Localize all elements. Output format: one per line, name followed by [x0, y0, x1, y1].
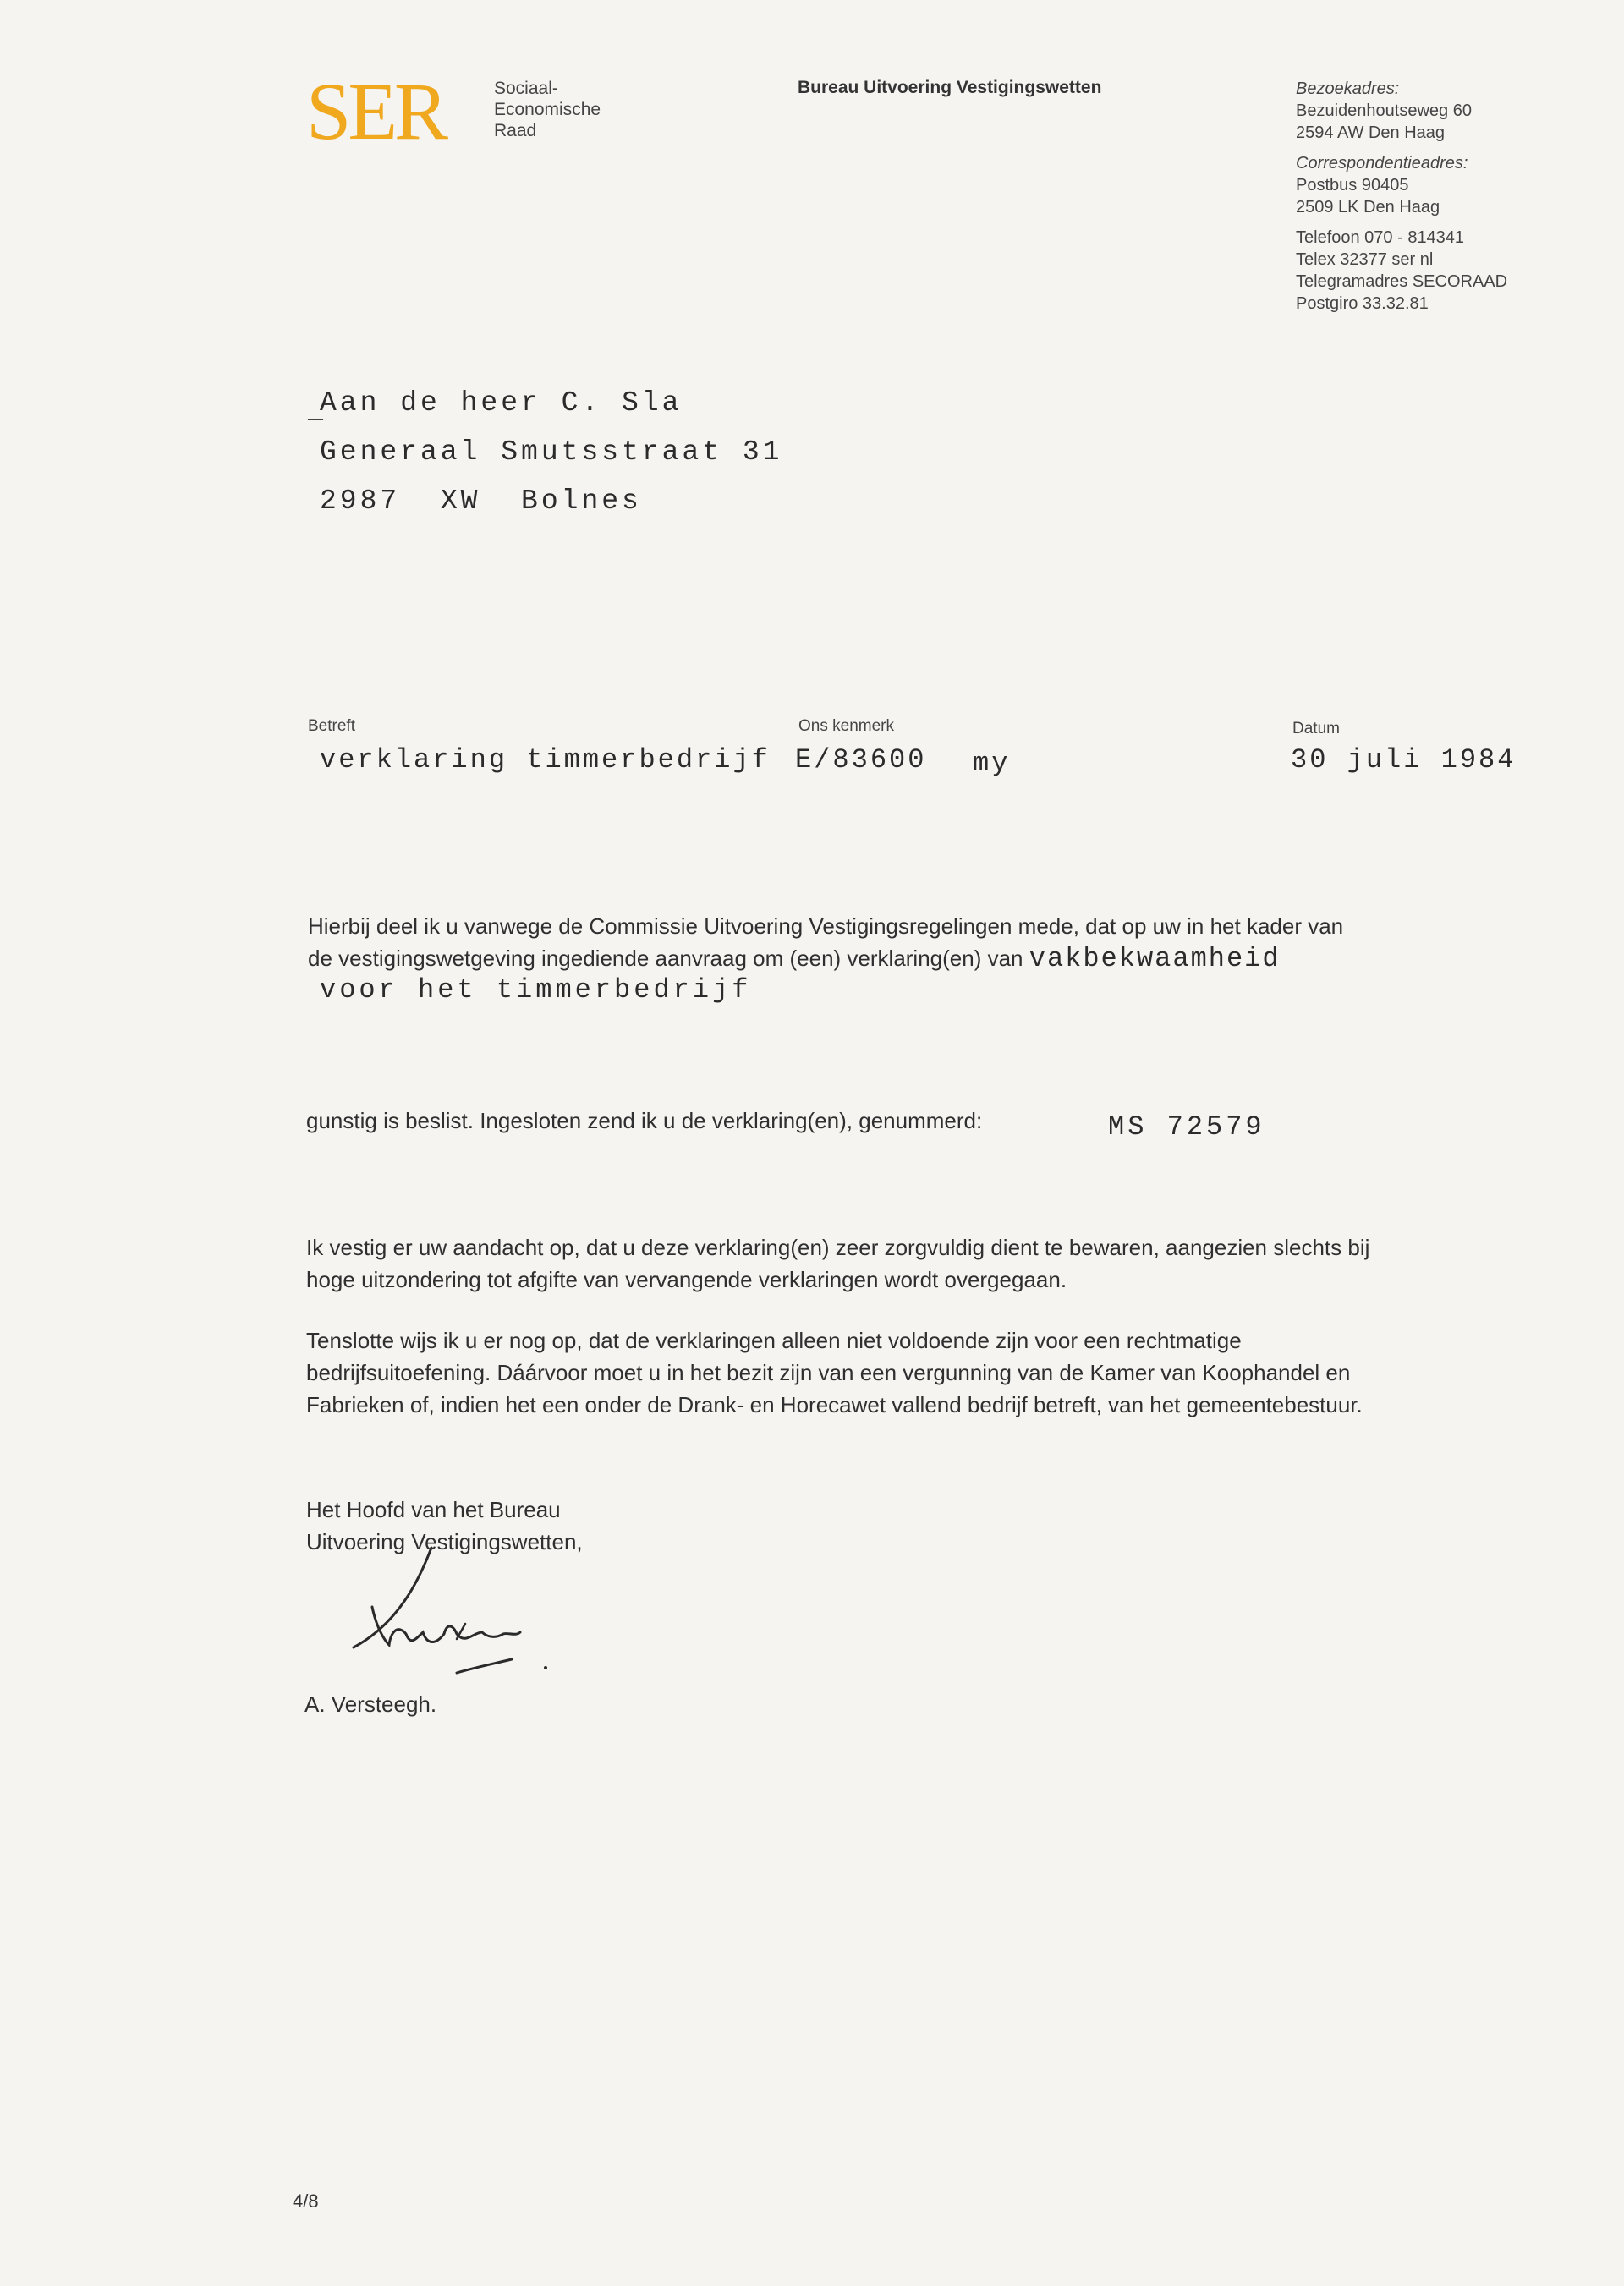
- organization-name: [494, 78, 601, 141]
- reference-initials: my: [973, 748, 1011, 779]
- reference-value: E/83600: [795, 744, 927, 776]
- org-line: Sociaal-: [494, 79, 558, 98]
- logo-text: SER: [306, 74, 446, 145]
- paragraph-line: bedrijfsuitoefening. Dáárvoor moet u in het bezit zijn van een vergunning van de Kamer van Koophandel en: [306, 1360, 1351, 1385]
- recipient-city: 2987 XW Bolnes: [320, 485, 642, 517]
- signature: [338, 1539, 567, 1700]
- subject-label: Betreft: [308, 717, 355, 735]
- org-line: Economische: [494, 100, 601, 119]
- paragraph-line: Tenslotte wijs ik u er nog op, dat de verklaringen alleen niet voldoende zijn voor een rechtmatige: [306, 1328, 1242, 1353]
- reference-label: Ons kenmerk: [798, 717, 894, 735]
- phone: Telefoon 070 - 814341: [1296, 228, 1465, 247]
- date-value: 30 juli 1984: [1291, 744, 1517, 776]
- paragraph-line: Ik vestig er uw aandacht op, dat u deze verklaring(en) zeer zorgvuldig dient te bewaren, aangezien slechts bij: [306, 1235, 1370, 1260]
- visit-address: [1296, 78, 1507, 144]
- recipient-name: Aan de heer C. Sla: [320, 387, 683, 419]
- closing-line: Uitvoering Vestigingswetten,: [306, 1529, 583, 1554]
- page-number: 4/8: [293, 2190, 319, 2212]
- org-line: Raad: [494, 121, 537, 140]
- visit-address-label: Bezoekadres:: [1296, 79, 1400, 98]
- postgiro: Postgiro 33.32.81: [1296, 294, 1429, 313]
- correspondence-address-line: Postbus 90405: [1296, 176, 1409, 195]
- certificate-number: MS 72579: [1108, 1111, 1265, 1143]
- paragraph-line: [308, 942, 1492, 975]
- paragraph-line: Hierbij deel ik u vanwege de Commissie Uitvoering Vestigingsregelingen mede, dat op uw in het kader van: [308, 913, 1344, 939]
- paragraph-3: [306, 1231, 1490, 1296]
- communication-details: [1296, 227, 1507, 315]
- paragraph-2: gunstig is beslist. Ingesloten zend ik u de verklaring(en), genummerd:: [306, 1108, 983, 1133]
- paragraph-1: [308, 910, 1492, 975]
- paragraph-4: [306, 1324, 1490, 1421]
- subject-value: verklaring timmerbedrijf: [320, 744, 771, 776]
- correspondence-address: [1296, 152, 1507, 218]
- telex: Telex 32377 ser nl: [1296, 250, 1434, 269]
- signer-name: A. Versteegh.: [304, 1691, 437, 1717]
- date-label: Datum: [1292, 720, 1340, 737]
- address-mark: _: [308, 397, 324, 426]
- paragraph-line: hoge uitzondering tot afgifte van vervangende verklaringen wordt overgegaan.: [306, 1267, 1067, 1292]
- recipient-address: [320, 379, 782, 526]
- correspondence-address-label: Correspondentieadres:: [1296, 154, 1468, 173]
- paragraph-text: de vestigingswetgeving ingediende aanvraag om (een) verklaring(en) van: [308, 946, 1029, 971]
- contact-block: [1296, 78, 1507, 323]
- typed-trade: voor het timmerbedrijf: [320, 974, 752, 1006]
- telegram-address: Telegramadres SECORAAD: [1296, 272, 1508, 291]
- visit-address-line: Bezuidenhoutseweg 60: [1296, 101, 1472, 120]
- correspondence-address-line: 2509 LK Den Haag: [1296, 198, 1440, 217]
- paragraph-line: Fabrieken of, indien het een onder de Drank- en Horecawet vallend bedrijf betreft, van het gemeentebestuur.: [306, 1392, 1363, 1417]
- typed-qualification: vakbekwaamheid: [1029, 943, 1281, 974]
- recipient-street: Generaal Smutsstraat 31: [320, 436, 783, 468]
- ser-logo: [306, 74, 467, 145]
- bureau-title: Bureau Uitvoering Vestigingswetten: [798, 78, 1102, 97]
- closing-line: Het Hoofd van het Bureau: [306, 1497, 561, 1522]
- visit-address-line: 2594 AW Den Haag: [1296, 123, 1446, 142]
